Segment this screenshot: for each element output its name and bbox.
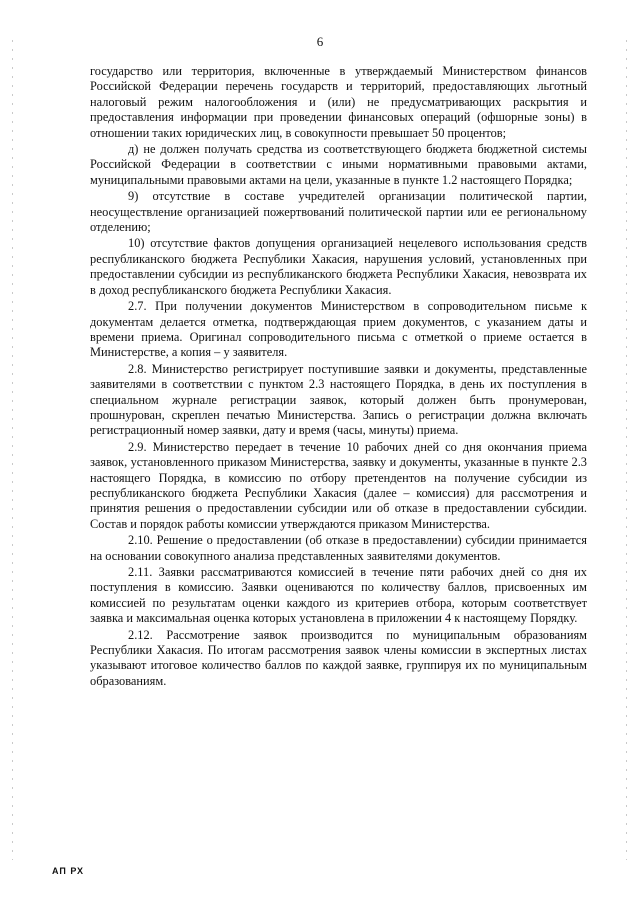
paragraph-item-10: 10) отсутствие фактов допущения организацией нецелевого использования средств республиканского бюджета Республики Хакасия, нарушения условий, установленных при предоставлении субсидии из республиканского бюджета Республики Хакасия, невозврата их в доход республиканского бюджета Республики Хакасия. <box>90 236 587 297</box>
paragraph-2-11: 2.11. Заявки рассматриваются комиссией в течение пяти рабочих дней со дня их поступления в комиссию. Заявки оцениваются по количеству баллов, присвоенных им комиссией по результатам оценки каждого из критериев отбора, которым соответствует заявка и максимальная оценка которых установлена в приложении 4 к настоящему Порядку. <box>90 565 587 626</box>
paragraph-2-9: 2.9. Министерство передает в течение 10 рабочих дней со дня окончания приема заявок, установленного приказом Министерства, заявку и документы, указанные в пункте 2.3 настоящего Порядка, в комиссию по отбору претендентов на получение субсидии из республиканского бюджета Республики Хакасия (далее – комиссия) для рассмотрения и принятия решения о предоставлении субсидии или об отказе в предоставлении субсидии. Состав и порядок работы комиссии утверждаются приказом Министерства. <box>90 439 587 531</box>
paragraph-item-d: д) не должен получать средства из соответствующего бюджета бюджетной системы Российской Федерации в соответствии с иными нормативными правовыми актами, муниципальными правовыми актами на цели, указанные в пункте 1.2 настоящего Порядка; <box>90 142 587 187</box>
left-scan-edge <box>12 40 13 860</box>
page-number: 6 <box>316 34 324 49</box>
paragraph-2-7: 2.7. При получении документов Министерством в сопроводительном письме к документам делается отметка, подтверждающая прием документов, с указанием даты и времени приема. Оригинал сопроводительного письма с отметкой о приеме остается в Министерстве, а копия – у заявителя. <box>90 299 587 360</box>
paragraph-2-12: 2.12. Рассмотрение заявок производится по муниципальным образованиям Республики Хакасия. По итогам рассмотрения заявок члены комиссии в экспертных листах указывают итоговое количество баллов по каждой заявке, группируя их по муниципальным образованиям. <box>90 627 587 688</box>
document-body <box>90 64 587 690</box>
right-scan-edge <box>626 40 627 860</box>
paragraph-item-9: 9) отсутствие в составе учредителей организации политической партии, неосуществление организацией пожертвований политической партии или ее региональному отделению; <box>90 189 587 235</box>
footer-mark: АП РХ <box>52 866 85 876</box>
paragraph-2-8: 2.8. Министерство регистрирует поступившие заявки и документы, представленные заявителями в соответствии с пунктом 2.3 настоящего Порядка, в день их поступления в специальном журнале регистрации заявок, который должен быть пронумерован, прошнурован, скреплен печатью Министерства. Запись о регистрации должна включать регистрационный номер заявки, дату и время (часы, минуты) приема. <box>90 361 587 438</box>
paragraph-2-10: 2.10. Решение о предоставлении (об отказе в предоставлении) субсидии принимается на основании совокупного анализа представленных заявителями документов. <box>90 533 587 563</box>
paragraph-offshore-continuation: государство или территория, включенные в утверждаемый Министерством финансов Российской Федерации перечень государств и территорий, предоставляющих льготный налоговый режим налогообложения и (или) не предусматривающих раскрытия и предоставления информации при проведении финансовых операций (офшорные зоны) в отношении таких юридических лиц, в совокупности превышает 50 процентов; <box>90 64 587 140</box>
